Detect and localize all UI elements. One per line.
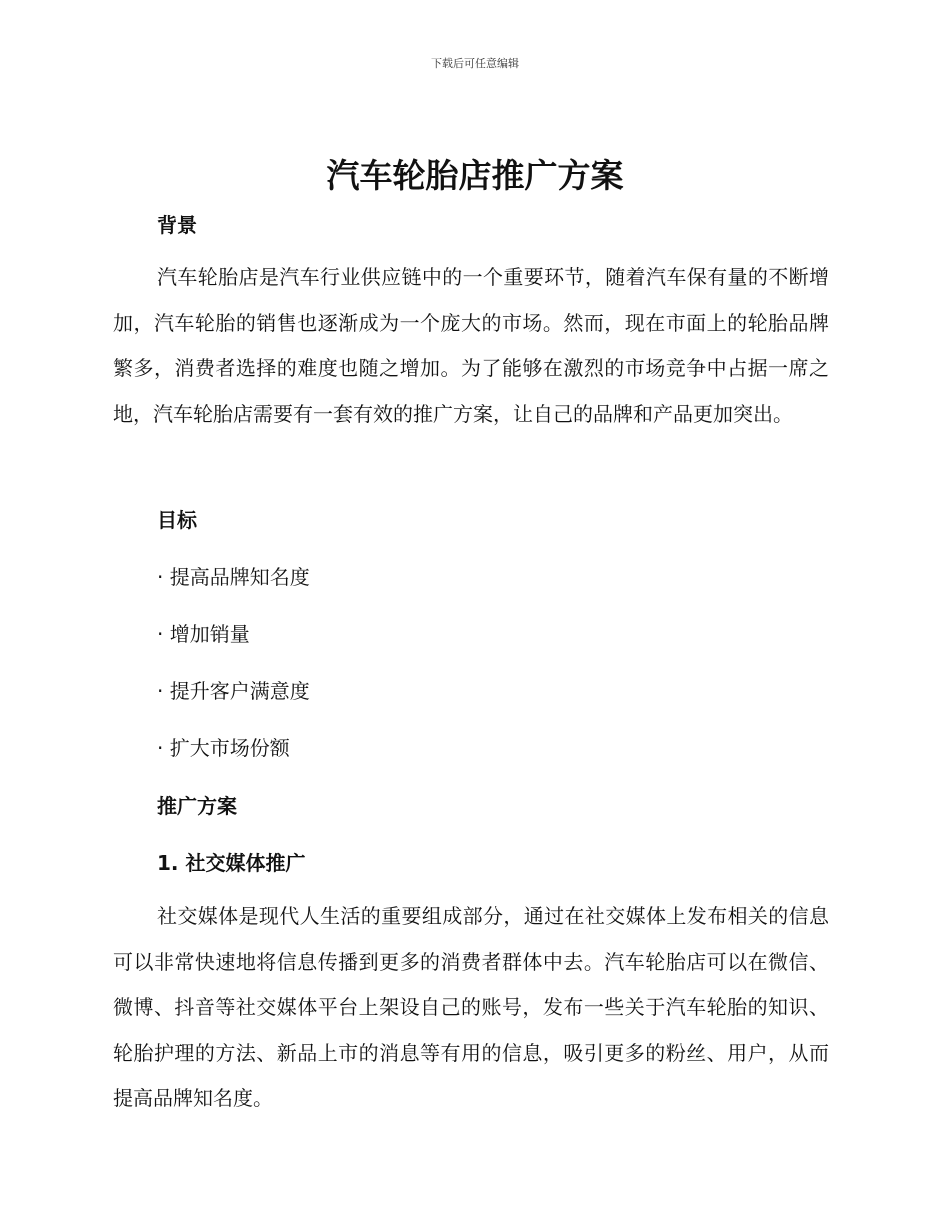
social-media-paragraph: 社交媒体是现代人生活的重要组成部分，通过在社交媒体上发布相关的信息可以非常快速地将信息传播到更多的消费者群体中去。汽车轮胎店可以在微信、微博、抖音等社交媒体平台上架设自己的账号，发布一些关于汽车轮胎的知识、轮胎护理的方法、新品上市的消息等有用的信息，吸引更多的粉丝、用户，从而提高品牌知名度。 xyxy=(113,904,829,1110)
section-heading-plan: 推广方案 xyxy=(157,794,237,818)
background-paragraph: 汽车轮胎店是汽车行业供应链中的一个重要环节，随着汽车保有量的不断增加，汽车轮胎的销售也逐渐成为一个庞大的市场。然而，现在市面上的轮胎品牌繁多，消费者选择的难度也随之增加。为了能够在激烈的市场竞争中占据一席之地，汽车轮胎店需要有一套有效的推广方案，让自己的品牌和产品更加突出。 xyxy=(113,265,829,426)
document-title: 汽车轮胎店推广方案 xyxy=(326,156,624,195)
page-header-note: 下载后可任意编辑 xyxy=(431,57,519,70)
subsection-heading-social-media: 1. 社交媒体推广 xyxy=(157,851,306,875)
goal-item-satisfaction: · 提升客户满意度 xyxy=(157,679,310,703)
goal-item-sales: · 增加销量 xyxy=(157,622,250,646)
section-heading-goals: 目标 xyxy=(157,508,197,532)
goal-item-market-share: · 扩大市场份额 xyxy=(157,736,290,760)
goal-item-brand-awareness: · 提高品牌知名度 xyxy=(157,565,310,589)
section-heading-background: 背景 xyxy=(157,213,197,237)
